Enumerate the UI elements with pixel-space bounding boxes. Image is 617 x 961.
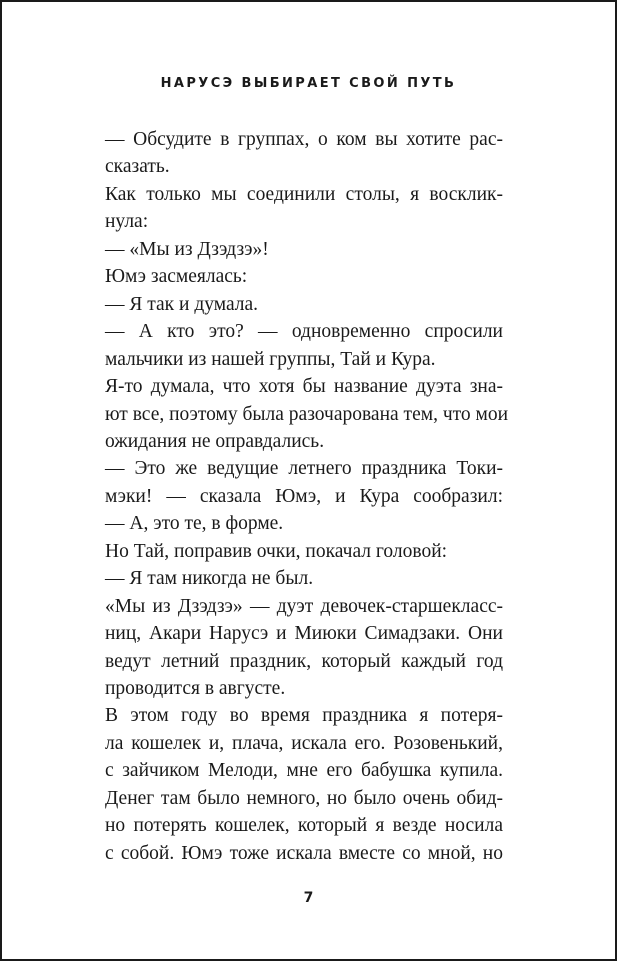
running-head: НАРУСЭ ВЫБИРАЕТ СВОЙ ПУТЬ <box>160 76 457 91</box>
text-line: — «Мы из Дзэдзэ»! <box>105 238 269 260</box>
text-line: Денег там было немного, но было очень обид- <box>105 787 503 809</box>
text-line: ла кошелек и, плача, искала его. Розовенький, <box>105 732 503 754</box>
text-line: но потерять кошелек, который я везде носила <box>105 815 503 837</box>
text-line: — Это же ведущие летнего праздника Токи- <box>105 458 503 480</box>
text-line: мэки! — сказала Юмэ, и Кура сообразил: <box>105 485 503 507</box>
text-line: Юмэ засмеялась: <box>105 266 248 288</box>
text-line: сказать. <box>105 156 170 178</box>
text-line: — Я так и думала. <box>105 293 259 315</box>
text-line: ожидания не оправдались. <box>105 430 325 452</box>
text-line: с собой. Юмэ тоже искала вместе со мной, но <box>105 842 503 864</box>
text-line: Но Тай, поправив очки, покачал головой: <box>105 540 448 562</box>
text-line: проводится в августе. <box>105 678 286 699</box>
text-line: «Мы из Дзэдзэ» — дуэт девочек-старшекласс- <box>105 595 503 617</box>
text-line: — Обсудите в группах, о ком вы хотите рас- <box>105 129 503 150</box>
text-line: мальчики из нашей группы, Тай и Кура. <box>105 348 436 370</box>
page-number: 7 <box>303 890 314 906</box>
text-line: ниц, Акари Нарусэ и Миюки Симадзаки. Они <box>105 623 503 645</box>
text-line: с зайчиком Мелоди, мне его бабушка купила. <box>105 760 503 782</box>
text-line: Как только мы соединили столы, я восклик- <box>105 183 503 205</box>
text-line: — Я там никогда не был. <box>105 568 314 590</box>
text-line: ведут летний праздник, который каждый год <box>105 650 503 672</box>
text-line: Я-то думала, что хотя бы название дуэта зна- <box>105 376 503 398</box>
text-line: В этом году во время праздника я потеря- <box>105 705 503 727</box>
text-line: нула: <box>105 211 149 233</box>
text-line: — А кто это? — одновременно спросили <box>105 321 503 343</box>
text-line: ют все, поэтому была разочарована тем, что мои <box>105 403 509 425</box>
text-line: — А, это те, в форме. <box>105 513 284 535</box>
